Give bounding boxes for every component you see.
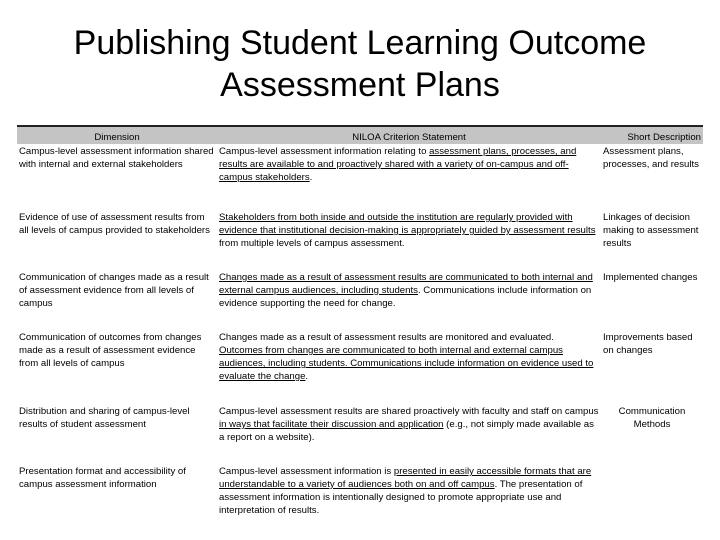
title-line-2: Assessment Plans bbox=[220, 66, 500, 104]
header-dimension: Dimension bbox=[17, 126, 217, 144]
criterion-cell bbox=[217, 144, 601, 210]
table-body bbox=[17, 144, 703, 524]
criterion-text-end: . The presentation of assessment information is intentionally designed to promote appropriate use and interpretation of results. bbox=[219, 479, 583, 516]
criterion-text-end: . bbox=[305, 371, 309, 382]
header-criterion: NILOA Criterion Statement bbox=[217, 126, 601, 144]
criterion-text-end: . Communications include information on evidence supporting the need for change. bbox=[219, 285, 592, 309]
dimension-cell: Distribution and sharing of campus-level results of student assessment bbox=[19, 406, 190, 430]
dimension-cell: Presentation format and accessibility of campus assessment information bbox=[19, 466, 186, 490]
title-line-1: Publishing Student Learning Outcome bbox=[73, 24, 647, 62]
criterion-cell bbox=[217, 404, 601, 464]
criteria-table bbox=[17, 125, 703, 524]
criterion-text-end: (e.g., not simply made available as a report on a website). bbox=[219, 419, 594, 443]
criterion-underlined-text: Stakeholders from both inside and outside the institution are regularly provided with evidence that institutional decision-making is appropriately guided by assessment results bbox=[219, 212, 596, 236]
criterion-text: Campus-level assessment results are shared proactively with faculty and staff on campus bbox=[219, 406, 599, 417]
page-title bbox=[0, 22, 720, 106]
table-row bbox=[17, 210, 703, 270]
table-row bbox=[17, 330, 703, 404]
header-short-description: Short Description bbox=[601, 126, 703, 144]
short-description-cell: Improvements based on changes bbox=[603, 332, 693, 356]
short-description-cell: Communication Methods bbox=[618, 406, 686, 430]
criterion-underlined-text: presented in easily accessible formats that are understandable to a variety of audiences both on and off campus bbox=[219, 466, 592, 490]
criterion-underlined-text: Changes made as a result of assessment results are communicated to both internal and external campus audiences, including students bbox=[219, 272, 593, 296]
criterion-underlined-text: in ways that facilitate their discussion and application bbox=[219, 419, 444, 430]
table-row bbox=[17, 464, 703, 524]
criterion-cell bbox=[217, 464, 601, 524]
dimension-cell: Evidence of use of assessment results from all levels of campus provided to stakeholders bbox=[19, 212, 210, 236]
table-header bbox=[17, 126, 703, 144]
table-row bbox=[17, 270, 703, 330]
criterion-cell bbox=[217, 210, 601, 270]
criterion-underlined-text: assessment plans, processes, and results are available to and proactively shared with a variety of on-campus and off-campus stakeholders bbox=[219, 146, 577, 183]
table-row bbox=[17, 404, 703, 464]
dimension-cell: Communication of changes made as a result of assessment evidence from all levels of campus bbox=[19, 272, 209, 309]
criterion-text-end: from multiple levels of campus assessment. bbox=[219, 238, 405, 249]
short-description-cell: Assessment plans, processes, and results bbox=[603, 146, 699, 170]
dimension-cell: Campus-level assessment information shared with internal and external stakeholders bbox=[19, 146, 214, 170]
table-row bbox=[17, 144, 703, 210]
criterion-text-end: . bbox=[309, 172, 313, 183]
criterion-text: Changes made as a result of assessment results are monitored and evaluated. bbox=[219, 332, 554, 343]
dimension-cell: Communication of outcomes from changes made as a result of assessment evidence from all levels of campus bbox=[19, 332, 202, 369]
criterion-cell bbox=[217, 270, 601, 330]
criterion-text: Campus-level assessment information is bbox=[219, 466, 394, 477]
criterion-cell bbox=[217, 330, 601, 404]
short-description-cell: Linkages of decision making to assessment results bbox=[603, 212, 699, 249]
criterion-text: Campus-level assessment information relating to bbox=[219, 146, 430, 157]
criterion-underlined-text: Outcomes from changes are communicated to both internal and external campus audiences, including students. Communications include information on evidence used to evaluate the change bbox=[219, 345, 594, 382]
short-description-cell: Implemented changes bbox=[603, 272, 698, 283]
